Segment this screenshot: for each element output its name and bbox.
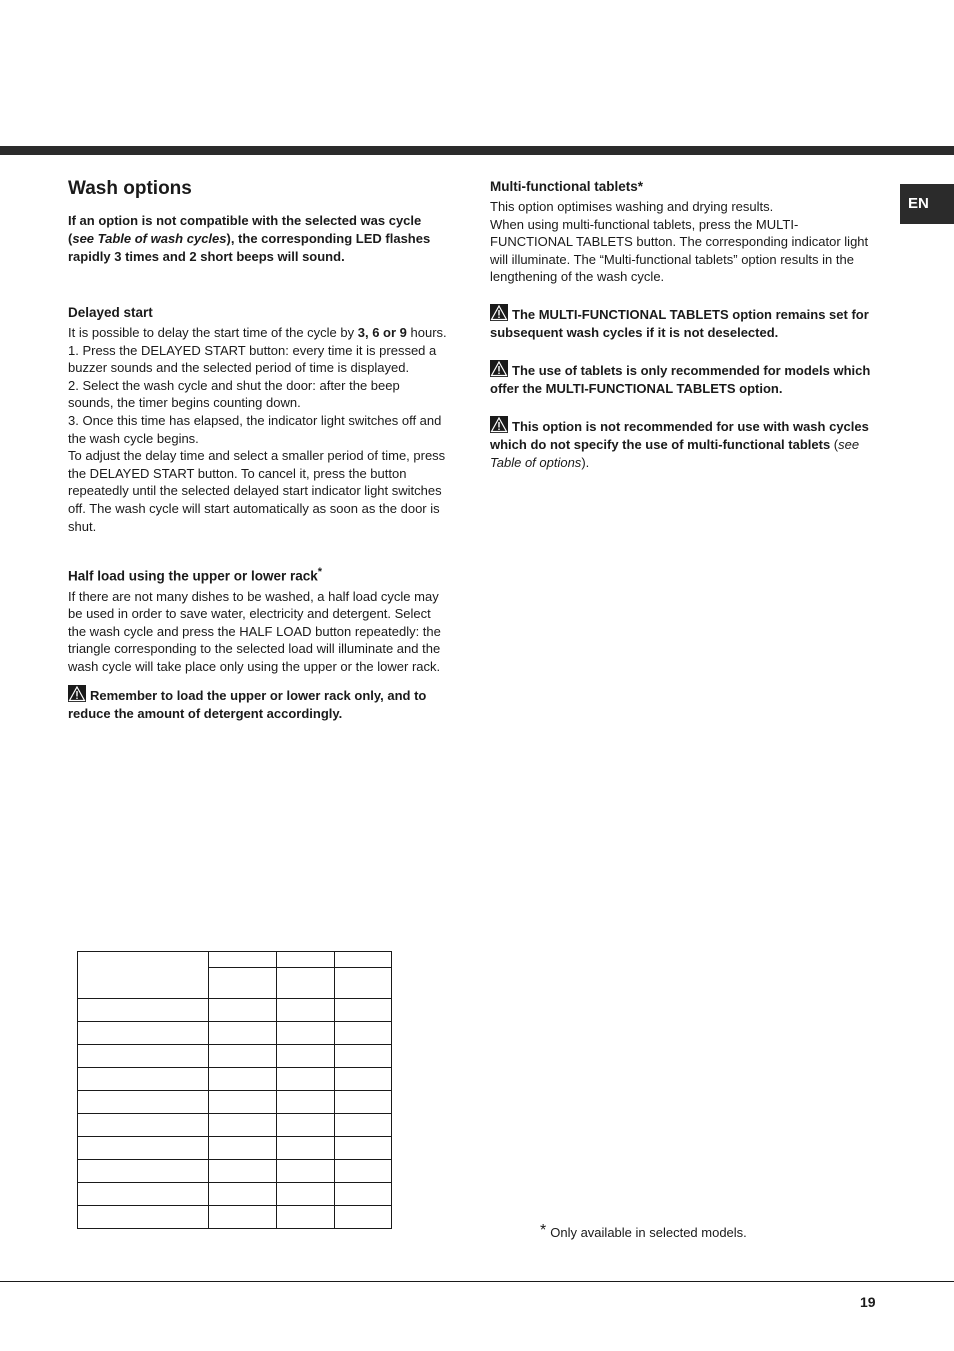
right-column: [490, 178, 875, 472]
half-load-heading: Half load using the upper or lower rack*: [68, 566, 323, 584]
table-header-cell: [335, 968, 392, 999]
half-load-body: [68, 588, 448, 676]
table-row: [78, 1160, 392, 1183]
multi-tablets-heading: Multi-functional tablets*: [490, 179, 643, 194]
multi-tablets-line1: This option optimises washing and drying results.: [490, 199, 774, 214]
warning-icon: [490, 416, 508, 433]
table-header-cell: [209, 952, 277, 968]
multi-tablets-warning-1: The MULTI-FUNCTIONAL TABLETS option remains set for subsequent wash cycles if it is not deselected.: [490, 304, 875, 342]
footnote: * Only available in selected models.: [540, 1222, 747, 1240]
delayed-start-step1: 1. Press the DELAYED START button: every time it is pressed a buzzer sounds and the selected period of time is displayed.: [68, 342, 437, 376]
delayed-start-heading: Delayed start: [68, 305, 153, 320]
table-row: [78, 1114, 392, 1137]
table-row: [78, 1137, 392, 1160]
page-title: Wash options: [68, 178, 192, 199]
warning-icon: [490, 360, 508, 377]
delayed-start-body: [68, 324, 448, 535]
table-row: [78, 1206, 392, 1229]
multi-tablets-warning-2: The use of tablets is only recommended for models which offer the MULTI-FUNCTIONAL TABLETS option.: [490, 360, 875, 398]
table-row: [78, 1183, 392, 1206]
table-header-cell: [78, 952, 209, 999]
warning-icon: [490, 304, 508, 321]
delayed-start-step3: 3. Once this time has elapsed, the indicator light switches off and the wash cycle begins.: [68, 412, 442, 446]
half-load-warning: Remember to load the upper or lower rack only, and to reduce the amount of detergent accordingly.: [68, 685, 448, 723]
warning-icon: [68, 685, 86, 702]
table-row: [78, 1022, 392, 1045]
header-bar: [0, 146, 954, 155]
table-row: [78, 1045, 392, 1068]
multi-tablets-body: [490, 198, 875, 286]
table-row: [78, 1091, 392, 1114]
table-header-cell: [277, 952, 335, 968]
page-number: 19: [860, 1294, 876, 1310]
table-header-cell: [209, 968, 277, 999]
table-row: [78, 1068, 392, 1091]
table-header-cell: [335, 952, 392, 968]
table-row: [78, 999, 392, 1022]
intro-text: If an option is not compatible with the selected was cycle (see Table of wash cycles), the corresponding LED flashes rapidly 3 times and 2 short beeps will sound.: [68, 213, 431, 264]
delayed-start-intro: It is possible to delay the start time of the cycle by 3, 6 or 9 hours.: [68, 325, 447, 340]
half-load-text: If there are not many dishes to be washed, a half load cycle may be used in order to save water, electricity and detergent. Select the wash cycle and press the HALF LOAD button repeatedly: the triangle corresponding to the selected load will illuminate and the wash cycle will take place only using the upper or the lower rack.: [68, 588, 441, 674]
language-tab: EN: [900, 184, 954, 224]
left-column: [68, 178, 448, 723]
footer-rule: [0, 1281, 954, 1282]
multi-tablets-line2: When using multi-functional tablets, press the MULTI-FUNCTIONAL TABLETS button. The corresponding indicator light will illuminate. The “Multi-functional tablets” option results in the lengthening of the wash cycle.: [490, 216, 869, 285]
delayed-start-step2: 2. Select the wash cycle and shut the door: after the beep sounds, the timer begins counting down.: [68, 377, 400, 411]
options-table: [77, 951, 392, 1229]
table-header-cell: [277, 968, 335, 999]
delayed-start-adjust: To adjust the delay time and select a smaller period of time, press the DELAYED START button. To cancel it, press the button repeatedly until the selected delayed start indicator light switches off. The wash cycle will start automatically as soon as the door is shut.: [68, 448, 446, 534]
multi-tablets-warning-3: This option is not recommended for use with wash cycles which do not specify the use of multi-functional tablets (see Table of options).: [490, 416, 875, 472]
